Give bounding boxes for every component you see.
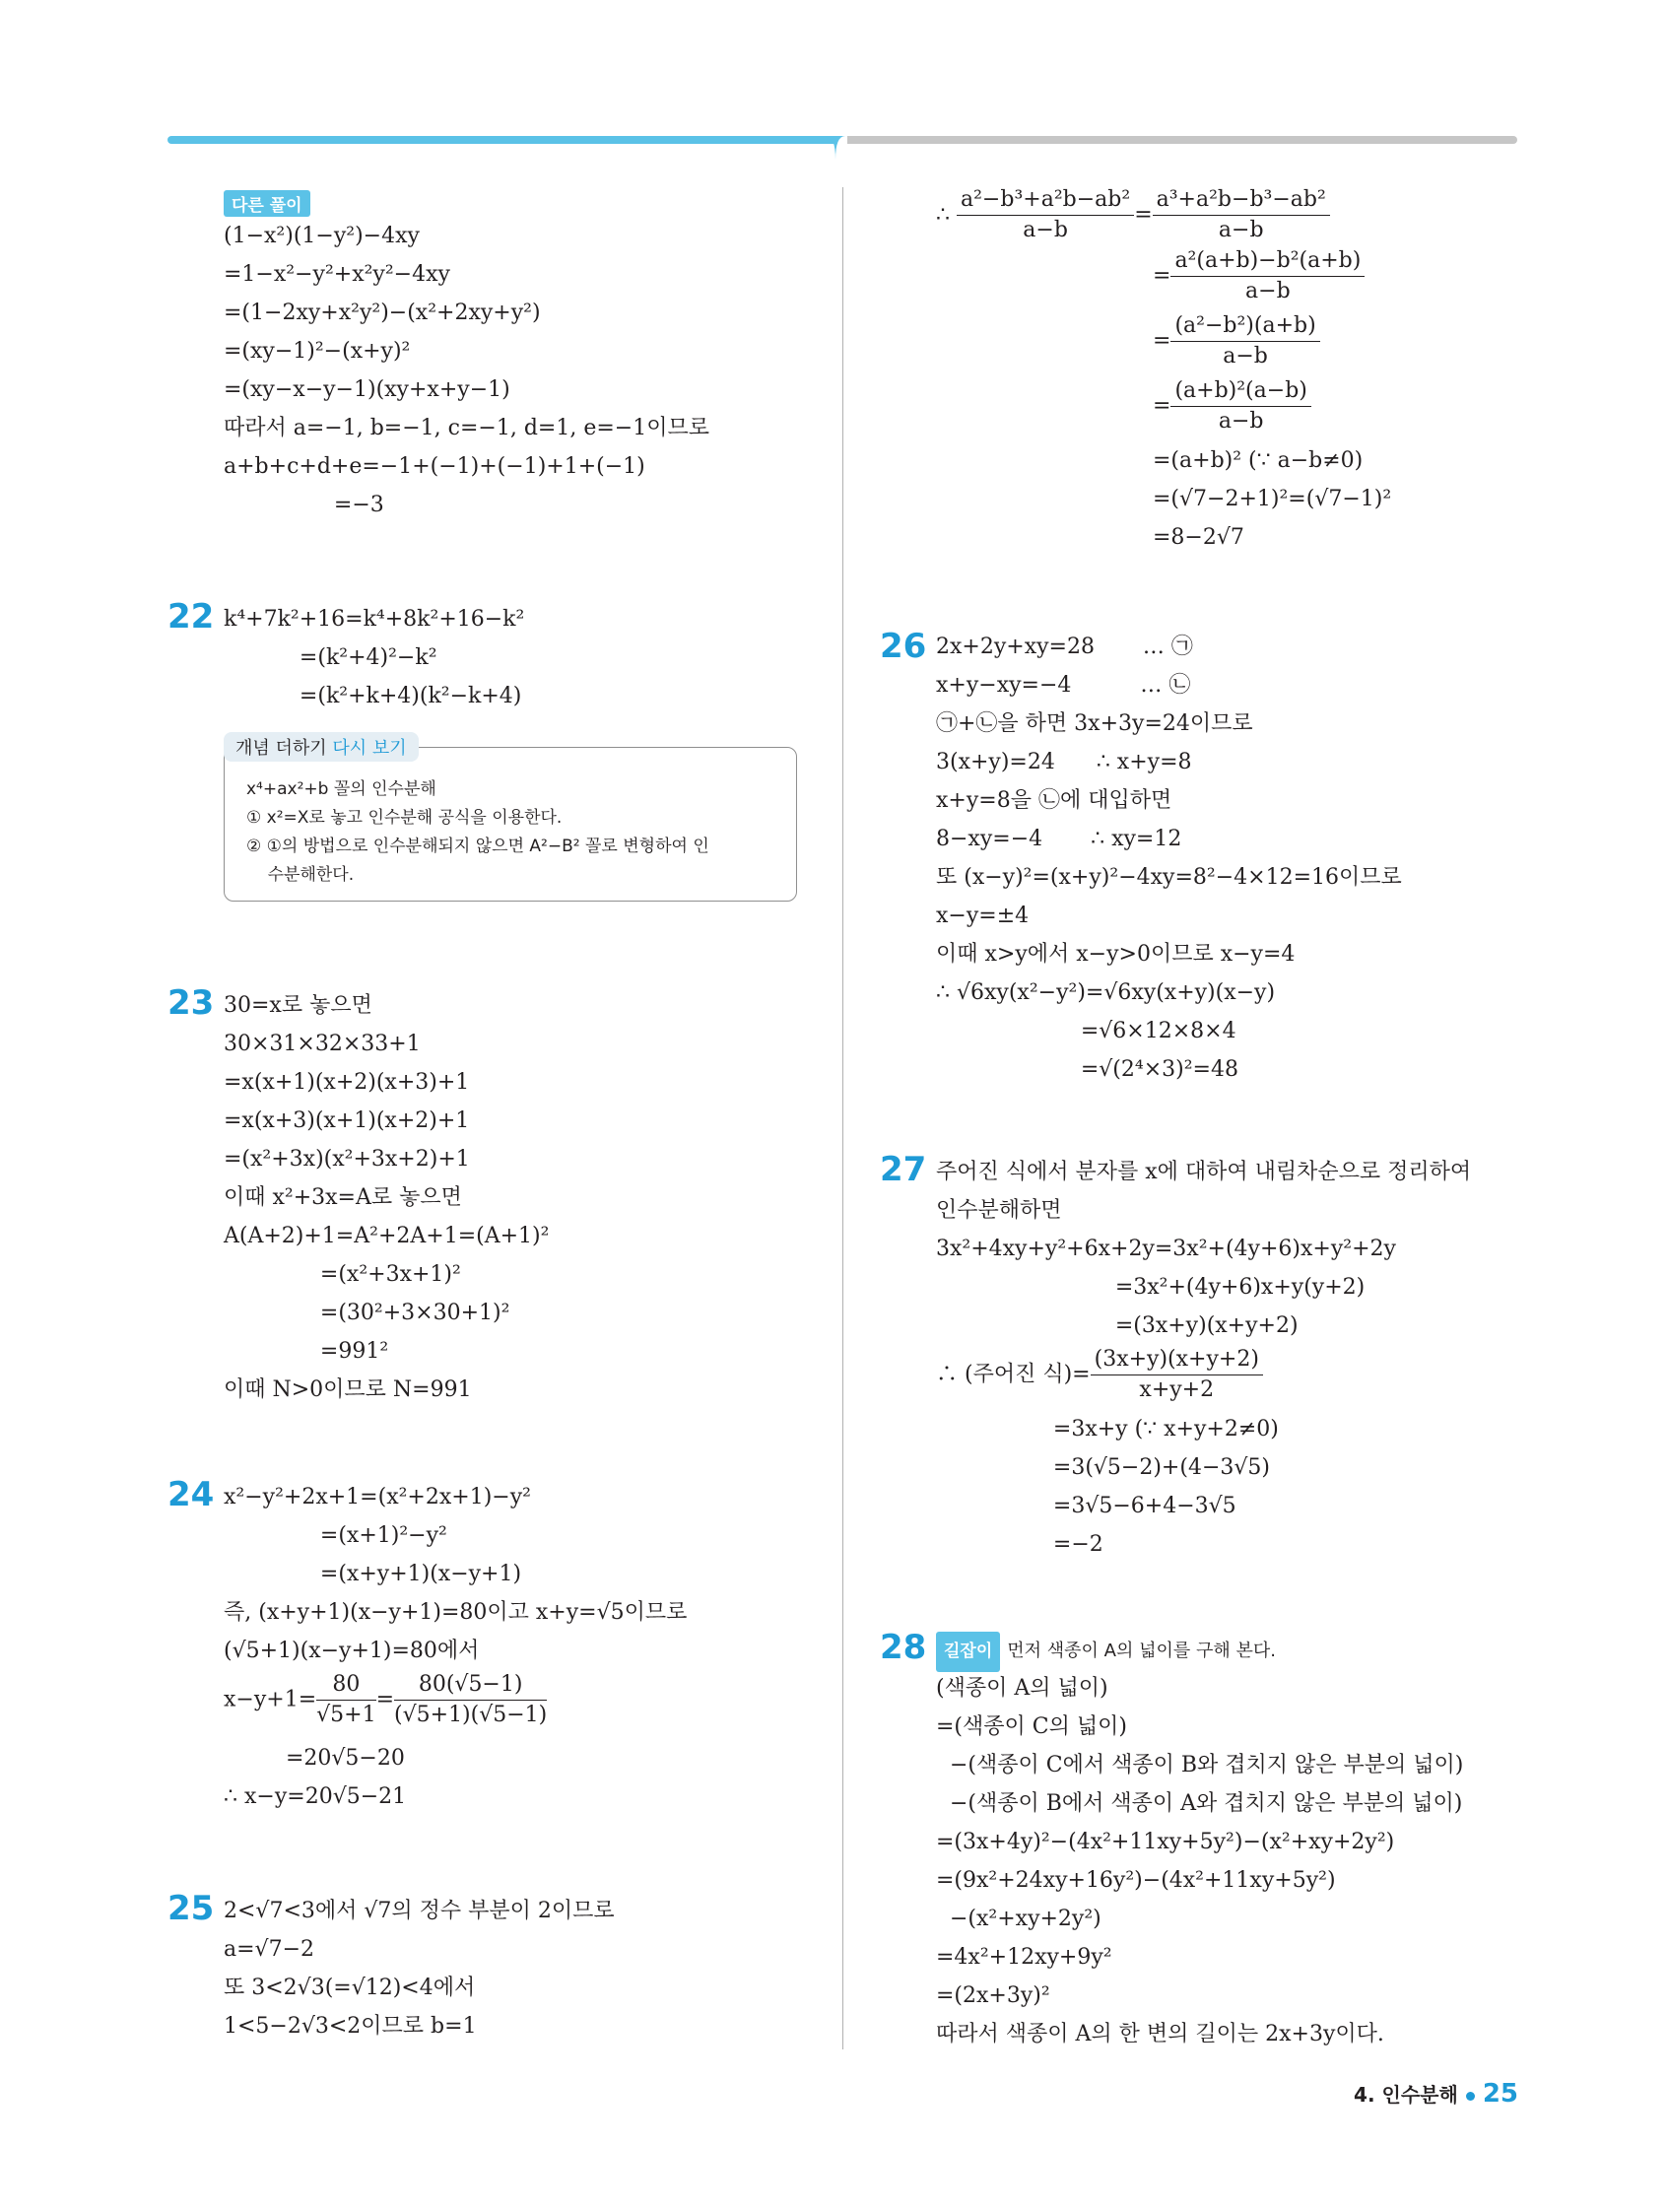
header-bar-right: [847, 136, 1517, 144]
problem-27: [936, 1153, 1567, 1564]
problem-24: [224, 1478, 864, 1816]
p28-line: −(x²+xy+2y²): [936, 1907, 1101, 1931]
p26-line: x−y=±4: [936, 904, 1030, 928]
equals-sign: =: [1153, 393, 1171, 419]
problem-28-number: 28: [880, 1628, 927, 1667]
p23-line: =(x²+3x)(x²+3x+2)+1: [224, 1147, 470, 1172]
cont-line: =(√7−2+1)²=(√7−1)²: [1153, 487, 1392, 511]
p23-line: =x(x+1)(x+2)(x+3)+1: [224, 1070, 470, 1095]
alt-solution-tag: 다른 풀이: [224, 190, 310, 217]
cont-row-1: [885, 185, 1515, 246]
p23-line: 30×31×32×33+1: [224, 1032, 421, 1056]
p23-line: =(30²+3×30+1)²: [224, 1301, 510, 1325]
page-number: 25: [1482, 2079, 1518, 2109]
equals-sign: =: [1153, 263, 1171, 289]
frac-numerator: (a+b)²(a−b): [1170, 376, 1310, 407]
p24-fraction-line: [224, 1670, 864, 1739]
problem-25-number: 25: [167, 1889, 215, 1928]
p23-line: A(A+2)+1=A²+2A+1=(A+1)²: [224, 1224, 550, 1248]
p24-fraction-1: [316, 1670, 375, 1730]
p26-line: =√6×12×8×4: [936, 1019, 1236, 1043]
box-line: ① x²=X로 놓고 인수분해 공식을 이용한다.: [246, 808, 563, 828]
problem-26-number: 26: [880, 627, 927, 666]
p27-line: 주어진 식에서 분자를 x에 대하여 내림차순으로 정리하여: [936, 1160, 1472, 1184]
p27-line: 인수분해하면: [936, 1198, 1062, 1223]
problem-22-number: 22: [167, 597, 215, 637]
frac-denominator: √5+1: [316, 1703, 376, 1727]
frac-denominator: a−b: [1023, 218, 1068, 242]
header-bar-notch: [826, 136, 845, 160]
frac-denominator: a−b: [1223, 344, 1268, 369]
problem-26: [936, 628, 1567, 1089]
frac-numerator: a²(a+b)−b²(a+b): [1170, 246, 1365, 277]
p28-line: =(9x²+24xy+16y²)−(4x²+11xy+5y²): [936, 1868, 1336, 1893]
cont-row-3: [1153, 311, 1515, 376]
p26-line: 3(x+y)=24 ∴ x+y=8: [936, 750, 1192, 774]
frac-numerator: 80(√5−1): [394, 1670, 547, 1701]
p28-line: =4x²+12xy+9y²: [936, 1945, 1112, 1970]
cont-fraction-1: [957, 185, 1134, 245]
p26-line: 8−xy=−4 ∴ xy=12: [936, 827, 1182, 851]
p26-line: =√(2⁴×3)²=48: [936, 1057, 1238, 1082]
p24-line: ∴ x−y=20√5−21: [224, 1784, 407, 1809]
p25-line: 1<5−2√3<2이므로 b=1: [224, 2014, 477, 2039]
equals-sign: =: [375, 1687, 395, 1712]
alt-line: (1−x²)(1−y²)−4xy: [224, 224, 420, 248]
cont-line: =(a+b)² (∵ a−b≠0): [1153, 448, 1364, 473]
p27-line: =3x+y (∵ x+y+2≠0): [936, 1417, 1279, 1441]
p27-frac-lhs: ∴ (주어진 식)=: [936, 1362, 1091, 1387]
frac-numerator: 80: [316, 1670, 375, 1701]
p24-line: =20√5−20: [224, 1746, 405, 1771]
alt-line: a+b+c+d+e=−1+(−1)+(−1)+1+(−1): [224, 454, 645, 479]
concept-box: [224, 747, 797, 902]
concept-box-label: [224, 732, 419, 762]
cont-row-2: [1153, 246, 1515, 311]
p28-line: −(색종이 B에서 색종이 A와 겹치지 않은 부분의 넓이): [936, 1791, 1463, 1816]
p23-line: =(x²+3x+1)²: [224, 1262, 461, 1287]
frac-numerator: (a²−b²)(a+b): [1170, 311, 1319, 342]
equals-sign: =: [1153, 328, 1171, 354]
cont-fraction-3: [1170, 246, 1365, 306]
p24-line: =(x+1)²−y²: [224, 1523, 447, 1548]
continued-solution: [885, 185, 1515, 557]
p24-line: x²−y²+2x+1=(x²+2x+1)−y²: [224, 1485, 531, 1509]
p27-line: =3(√5−2)+(4−3√5): [936, 1455, 1270, 1480]
p23-line: 이때 N>0이므로 N=991: [224, 1377, 472, 1402]
p24-fraction-2: [394, 1670, 547, 1730]
concept-label-a: 개념 더하기: [235, 738, 333, 759]
problem-27-number: 27: [880, 1150, 927, 1189]
p24-line: (√5+1)(x−y+1)=80에서: [224, 1639, 480, 1663]
p26-line: x+y−xy=−4 … ㉡: [936, 673, 1191, 698]
hint-tag: 길잡이: [936, 1632, 1000, 1672]
alt-line: =−3: [224, 493, 384, 517]
chapter-title: 4. 인수분해: [1354, 2083, 1458, 2107]
frac-denominator: (√5+1)(√5−1): [394, 1703, 548, 1727]
box-line: x⁴+ax²+b 꼴의 인수분해: [246, 779, 436, 799]
p22-line: k⁴+7k²+16=k⁴+8k²+16−k²: [224, 607, 525, 632]
frac-denominator: x+y+2: [1139, 1377, 1215, 1402]
problem-25: [224, 1892, 864, 2045]
p22-line: =(k²+4)²−k²: [224, 645, 437, 670]
cont-fraction-5: [1170, 376, 1310, 436]
equals-sign: =: [1134, 202, 1153, 228]
problem-28: [936, 1631, 1567, 2053]
alt-solution: [167, 190, 808, 524]
frac-numerator: (3x+y)(x+y+2): [1091, 1345, 1263, 1375]
p27-line: =(3x+y)(x+y+2): [936, 1313, 1299, 1338]
p28-line: (색종이 A의 넓이): [936, 1676, 1108, 1701]
p28-hint-line: [936, 1631, 1567, 1669]
frac-numerator: a²−b³+a²b−ab²: [957, 185, 1134, 216]
p25-line: a=√7−2: [224, 1937, 314, 1962]
p28-line: −(색종이 C에서 색종이 B와 겹치지 않은 부분의 넓이): [936, 1753, 1464, 1777]
alt-line: =(xy−1)²−(x+y)²: [224, 339, 411, 364]
p23-line: =x(x+3)(x+1)(x+2)+1: [224, 1108, 470, 1133]
p28-line: =(3x+4y)²−(4x²+11xy+5y²)−(x²+xy+2y²): [936, 1830, 1395, 1854]
cont-fraction-4: [1170, 311, 1319, 371]
alt-line: =(1−2xy+x²y²)−(x²+2xy+y²): [224, 301, 541, 325]
p26-line: x+y=8을 ㉡에 대입하면: [936, 788, 1172, 813]
cont-row-4: [1153, 376, 1515, 441]
p23-line: =991²: [224, 1339, 389, 1364]
p25-line: 또 3<2√3(=√12)<4에서: [224, 1976, 476, 2000]
p27-line: =3x²+(4y+6)x+y(y+2): [936, 1275, 1366, 1300]
header-bar-left: [167, 136, 837, 144]
problem-22: [224, 600, 864, 715]
p27-line: =3√5−6+4−3√5: [936, 1494, 1236, 1518]
page-footer: [1354, 2079, 1518, 2109]
problem-24-number: 24: [167, 1475, 215, 1514]
box-line: ② ①의 방법으로 인수분해되지 않으면 A²−B² 꼴로 변형하여 인: [246, 837, 709, 856]
bullet-dot-icon: [1466, 2092, 1475, 2101]
p24-line: =(x+y+1)(x−y+1): [224, 1562, 522, 1586]
frac-numerator: a³+a²b−b³−ab²: [1153, 185, 1330, 216]
p22-line: =(k²+k+4)(k²−k+4): [224, 684, 522, 708]
box-line: 수분해한다.: [246, 865, 355, 885]
p27-line: 3x²+4xy+y²+6x+2y=3x²+(4y+6)x+y²+2y: [936, 1237, 1396, 1261]
p23-line: 이때 x²+3x=A로 놓으면: [224, 1185, 462, 1210]
frac-denominator: a−b: [1245, 279, 1291, 303]
p27-fraction-line: [936, 1345, 1567, 1410]
problem-23: [224, 986, 864, 1409]
frac-denominator: a−b: [1218, 218, 1264, 242]
p26-line: 또 (x−y)²=(x+y)²−4xy=8²−4×12=16이므로: [936, 865, 1402, 890]
frac-denominator: a−b: [1218, 409, 1264, 434]
p28-line: 따라서 색종이 A의 한 변의 길이는 2x+3y이다.: [936, 2022, 1384, 2046]
p26-line: 2x+2y+xy=28 … ㉠: [936, 635, 1193, 659]
p28-line: =(색종이 C의 넓이): [936, 1714, 1127, 1739]
p24-frac-lhs: x−y+1=: [224, 1687, 317, 1712]
p24-line: 즉, (x+y+1)(x−y+1)=80이고 x+y=√5이므로: [224, 1600, 688, 1625]
concept-label-b: 다시 보기: [332, 738, 407, 759]
alt-line: =(xy−x−y−1)(xy+x+y−1): [224, 377, 510, 402]
p23-line: 30=x로 놓으면: [224, 993, 372, 1018]
hint-text: 먼저 색종이 A의 넓이를 구해 본다.: [1007, 1641, 1276, 1661]
p26-line: ㉠+㉡을 하면 3x+3y=24이므로: [936, 711, 1253, 736]
problem-23-number: 23: [167, 983, 215, 1023]
cont-line: =8−2√7: [1153, 525, 1244, 550]
p27-fraction: [1091, 1345, 1263, 1405]
therefore-sign: ∴: [936, 202, 950, 228]
p26-line: 이때 x>y에서 x−y>0이므로 x−y=4: [936, 942, 1296, 967]
cont-fraction-2: [1153, 185, 1330, 245]
p28-line: =(2x+3y)²: [936, 1983, 1050, 2008]
alt-line: =1−x²−y²+x²y²−4xy: [224, 262, 450, 287]
alt-line: 따라서 a=−1, b=−1, c=−1, d=1, e=−1이므로: [224, 416, 709, 440]
p25-line: 2<√7<3에서 √7의 정수 부분이 2이므로: [224, 1899, 615, 1923]
p26-line: ∴ √6xy(x²−y²)=√6xy(x+y)(x−y): [936, 980, 1276, 1005]
p27-line: =−2: [936, 1532, 1103, 1557]
